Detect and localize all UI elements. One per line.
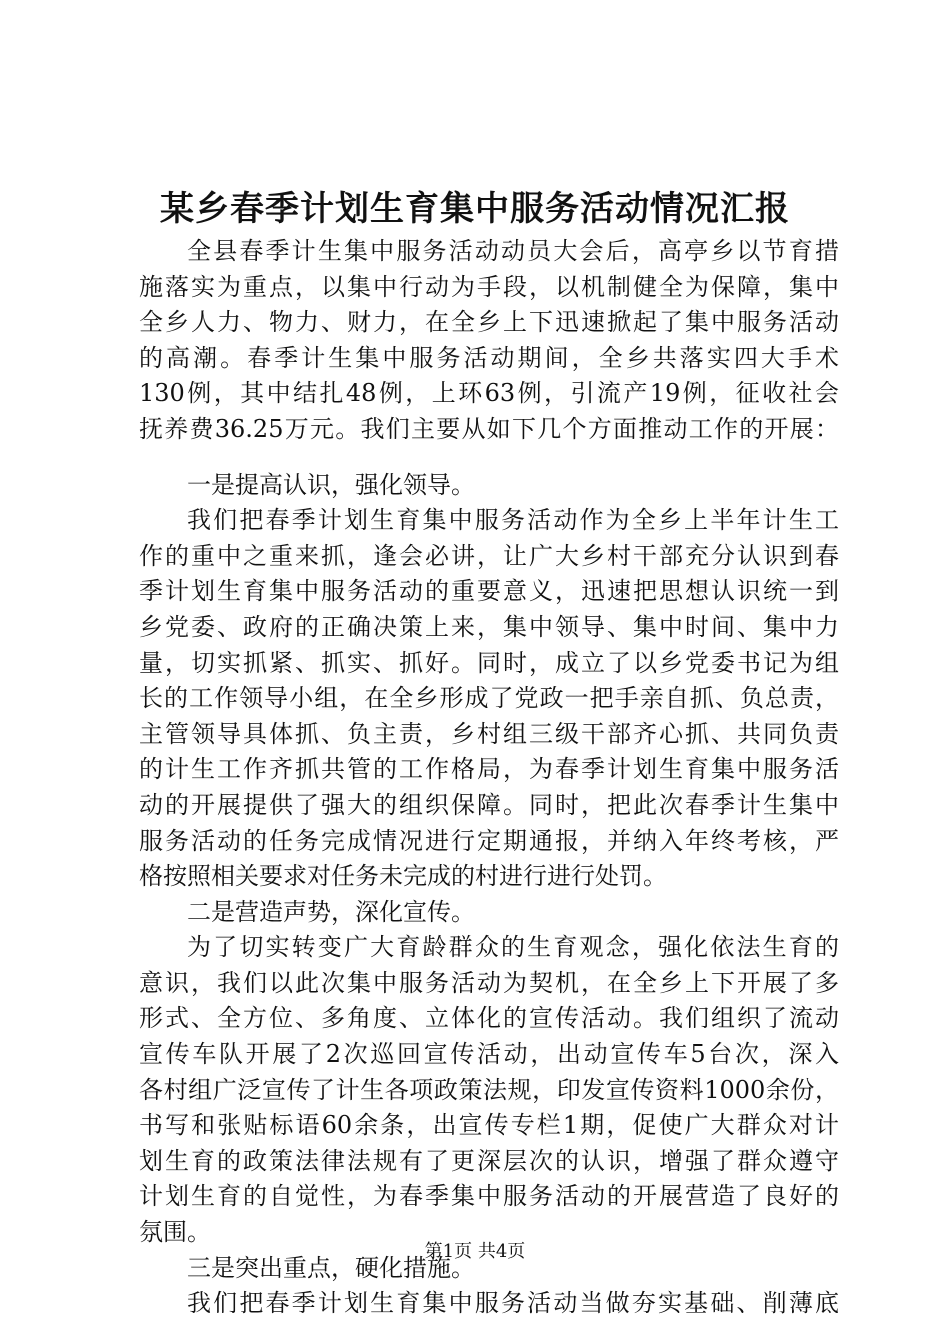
paragraph-line: 书写和张贴标语60余条，出宣传专栏1期，促使广大群众对计 (139, 1111, 839, 1140)
paragraph-line: 全县春季计生集中服务活动动员大会后，高亭乡以节育措 (187, 237, 839, 265)
paragraph-line: 宣传车队开展了2次巡回宣传活动，出动宣传车5台次，深入 (139, 1040, 839, 1069)
paragraph-line: 长的工作领导小组，在全乡形成了党政一把手亲自抓、负总责， (139, 684, 839, 713)
paragraph-line: 抚养费36.25万元。我们主要从如下几个方面推动工作的开展： (139, 414, 839, 443)
paragraph-line: 服务活动的任务完成情况进行定期通报，并纳入年终考核，严 (139, 826, 839, 855)
paragraph-line: 的高潮。春季计生集中服务活动期间，全乡共落实四大手术 (139, 343, 839, 372)
paragraph-gap (139, 448, 839, 468)
paragraph-line: 划生育的政策法律法规有了更深层次的认识，增强了群众遵守 (139, 1146, 839, 1175)
paragraph-line: 形式、全方位、多角度、立体化的宣传活动。我们组织了流动 (139, 1004, 839, 1033)
paragraph-line: 主管领导具体抓、负主责，乡村组三级干部齐心抓、共同负责 (139, 719, 839, 748)
paragraph-line: 季计划生育集中服务活动的重要意义，迅速把思想认识统一到 (139, 577, 839, 606)
paragraph-line: 乡党委、政府的正确决策上来，集中领导、集中时间、集中力 (139, 612, 839, 641)
paragraph-line: 施落实为重点，以集中行动为手段，以机制健全为保障，集中 (139, 272, 839, 301)
paragraph-line: 为了切实转变广大育龄群众的生育观念，强化依法生育的 (187, 933, 839, 962)
paragraph-line: 格按照相关要求对任务未完成的村进行进行处罚。 (139, 862, 667, 891)
section-heading: 三是突出重点，硬化措施。 (187, 1253, 475, 1282)
document-body (139, 234, 839, 1322)
paragraph-line: 各村组广泛宣传了计生各项政策法规，印发宣传资料1000余份， (139, 1075, 839, 1104)
paragraph-line: 计划生育的自觉性，为春季集中服务活动的开展营造了良好的 (139, 1182, 839, 1211)
document-title: 某乡春季计划生育集中服务活动情况汇报 (160, 189, 790, 229)
paragraph-line: 130例，其中结扎48例，上环63例，引流产19例，征收社会 (139, 379, 839, 408)
paragraph-line: 意识，我们以此次集中服务活动为契机，在全乡上下开展了多 (139, 968, 839, 997)
paragraph-line: 氛围。 (139, 1218, 211, 1247)
page-number-footer: 第1页 共4页 (424, 1241, 526, 1262)
paragraph-line: 动的开展提供了强大的组织保障。同时，把此次春季计生集中 (139, 790, 839, 819)
paragraph-line: 量，切实抓紧、抓实、抓好。同时，成立了以乡党委书记为组 (139, 648, 839, 677)
paragraph-line: 的计生工作齐抓共管的工作格局，为春季计划生育集中服务活 (139, 755, 839, 784)
paragraph-line: 全乡人力、物力、财力，在全乡上下迅速掀起了集中服务活动 (139, 308, 839, 337)
paragraph-line: 我们把春季计划生育集中服务活动作为全乡上半年计生工 (187, 506, 839, 535)
section-heading: 二是营造声势，深化宣传。 (187, 897, 475, 926)
section-heading: 一是提高认识，强化领导。 (187, 470, 475, 499)
paragraph-line: 我们把春季计划生育集中服务活动当做夯实基础、削薄底 (187, 1289, 839, 1318)
paragraph-line: 作的重中之重来抓，逢会必讲，让广大乡村干部充分认识到春 (139, 541, 839, 570)
